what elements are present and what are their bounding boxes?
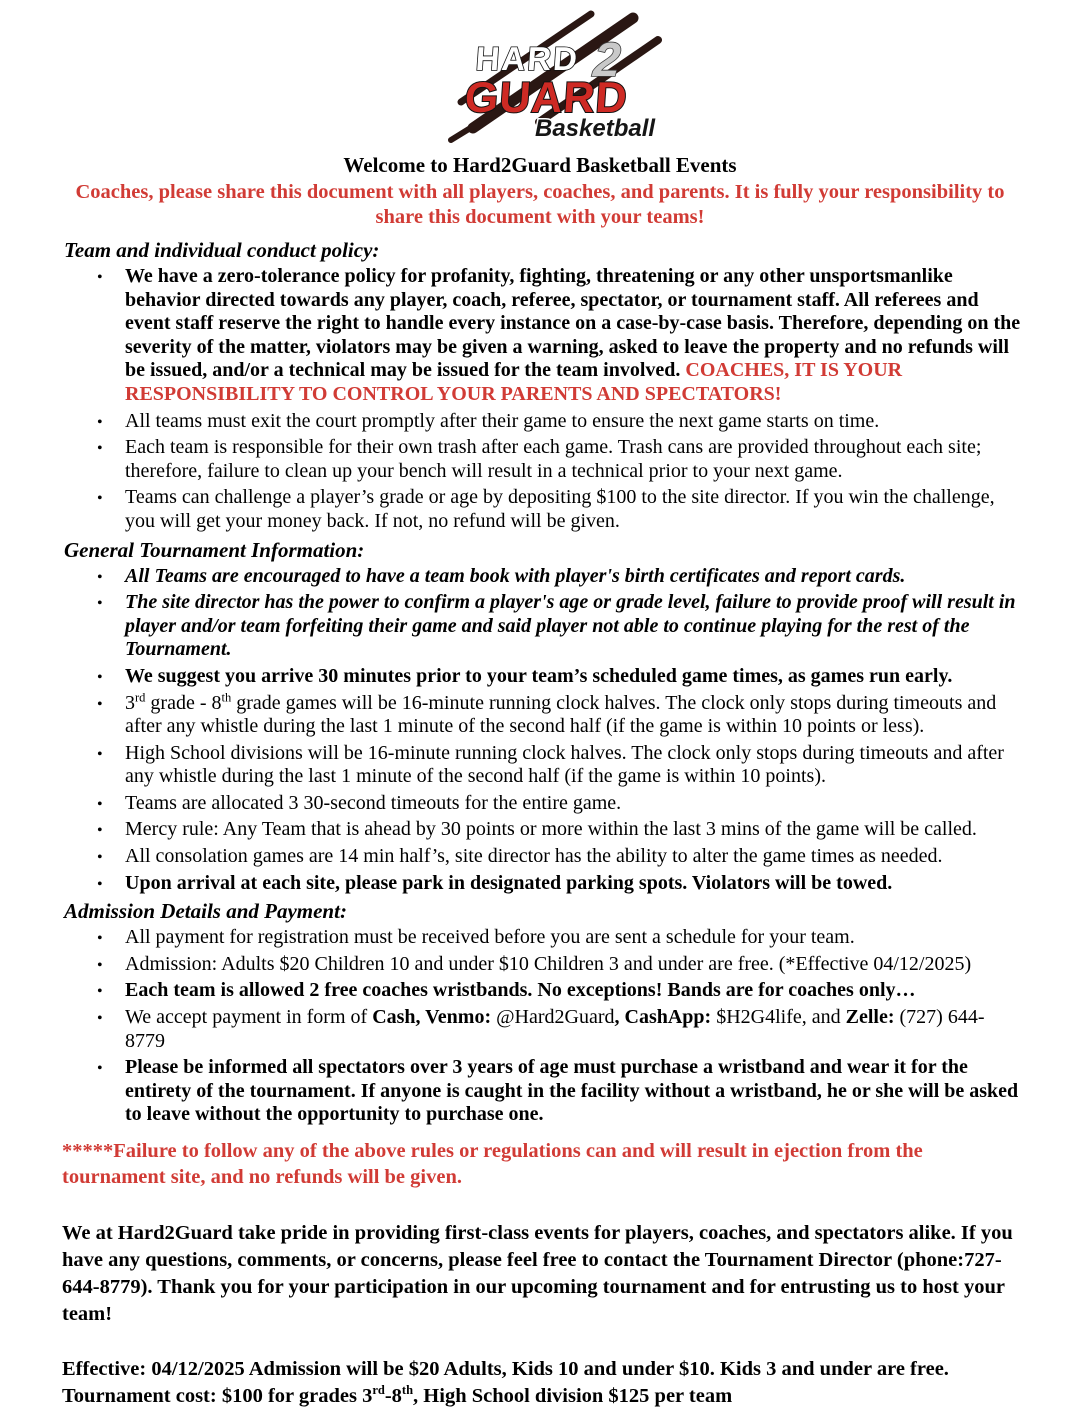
- logo-script-basketball: Basketball: [535, 115, 656, 142]
- list-item: [64, 1006, 1022, 1053]
- text-run: We have a zero-tolerance policy for profanity, fighting, threatening or any other unsportsmanlike behavior directed towards any player, coach, referee, spectator, or tournament staff. All referees and event staff reserve the right to handle every instance on a case-by-case basis. Therefore, depending on the severity of the matter, violators may be given a warning, asked to leave the property and no refunds will be issued, and/or a technical may be issued for the team involved.: [125, 265, 1021, 382]
- pricing-block: [62, 1356, 1022, 1410]
- list-item: [64, 410, 1022, 434]
- section-heading: Team and individual conduct policy:: [64, 238, 380, 262]
- text-run: ,: [614, 1006, 625, 1029]
- text-run: CashApp:: [624, 1006, 712, 1029]
- list-item: [64, 953, 1022, 977]
- text-run: We suggest you arrive 30 minutes prior to your team’s scheduled game times, as games run early.: [125, 664, 953, 687]
- text-run: The site director has the power to confirm a player's age or grade level, failure to provide proof will result in player and/or team forfeiting their game and said player not able to continue playing for the rest of the Tournament.: [125, 591, 1016, 661]
- text-run: -8: [384, 1385, 402, 1407]
- text-run: We accept payment in form of: [125, 1006, 373, 1029]
- text-run: th: [221, 689, 232, 704]
- sections: [0, 230, 1080, 1127]
- text-run: All teams must exit the court promptly after their game to ensure the next game starts on time.: [125, 409, 880, 432]
- logo-text-hard: HARD: [474, 41, 581, 78]
- list-item: [64, 792, 1022, 816]
- list-item: [64, 689, 1022, 739]
- hard2guard-logo: [415, 12, 665, 146]
- basketball-logo-icon: [415, 12, 665, 146]
- list-item: [64, 742, 1022, 789]
- list-item: [64, 436, 1022, 483]
- text-run: Upon arrival at each site, please park in designated parking spots. Violators will be towed.: [125, 871, 893, 894]
- page-title: Welcome to Hard2Guard Basketball Events: [343, 153, 737, 177]
- text-run: All consolation games are 14 min half’s, site director has the ability to alter the game times as needed.: [125, 845, 943, 868]
- text-run: rd: [372, 1383, 385, 1398]
- list-item: [64, 872, 1022, 896]
- text-run: rd: [135, 689, 146, 704]
- warning-wrap: [0, 1130, 1080, 1410]
- text-run: grade games will be 16-minute running clock halves. The clock only stops during timeouts and after any whistle during the last 1 minute of the second half (if the game is within 10 points or less).: [125, 691, 997, 738]
- text-run: Each team is allowed 2 free coaches wristbands. No exceptions! Bands are for coaches only…: [125, 979, 916, 1002]
- text-run: Effective: 04/12/2025 Admission will be $20 Adults, Kids 10 and under $10. Kids 3 and under are free.: [62, 1358, 949, 1380]
- section-heading: General Tournament Information:: [64, 537, 365, 562]
- list-item: [64, 1056, 1022, 1127]
- text-run: Admission: Adults $20 Children 10 and under $10 Children 3 and under are free. (*Effective 04/12/2025): [125, 952, 972, 975]
- logo-text-two: 2: [591, 34, 623, 87]
- bullet-list: [64, 265, 1022, 534]
- text-run: 3: [125, 691, 135, 714]
- coaches-notice: Coaches, please share this document with all players, coaches, and parents. It is fully your responsibility to share this document with your teams!: [75, 181, 1005, 228]
- text-run: All Teams are encouraged to have a team book with player's birth certificates and report cards.: [125, 564, 906, 587]
- text-run: grade - 8: [145, 691, 222, 714]
- effective-line: [62, 1356, 1022, 1383]
- text-run: $H2G4life, and: [711, 1006, 846, 1029]
- text-run: Mercy rule: Any Team that is ahead by 30 points or more within the last 3 mins of the game will be called.: [125, 818, 977, 841]
- text-run: Tournament cost: $100 for grades 3: [62, 1385, 373, 1407]
- bullet-list: [64, 565, 1022, 896]
- text-run: Cash, Venmo:: [372, 1006, 492, 1029]
- text-run: (727) 644-8779: [125, 1006, 985, 1052]
- list-item: [64, 845, 1022, 869]
- list-item: [64, 265, 1022, 407]
- text-run: th: [401, 1383, 414, 1398]
- ejection-warning: *****Failure to follow any of the above rules or regulations can and will result in ejection from the tournament site, and no refunds will be given.: [62, 1140, 923, 1188]
- logo-text-guard: GUARD: [463, 74, 630, 122]
- text-run: Teams are allocated 3 30-second timeouts for the entire game.: [125, 791, 622, 814]
- tournament-cost-line: [62, 1383, 1022, 1410]
- document-page: [0, 12, 1080, 1407]
- list-item: [64, 565, 1022, 589]
- text-run: Zelle:: [845, 1006, 895, 1029]
- list-item: [64, 979, 1022, 1003]
- text-run: Please be informed all spectators over 3 years of age must purchase a wristband and wear it for the entirety of the tournament. If anyone is caught in the facility without a wristband, he or she will be asked to leave without the opportunity to purchase one.: [125, 1056, 1019, 1126]
- text-run: All payment for registration must be received before you are sent a schedule for your team.: [125, 926, 855, 949]
- text-run: Teams can challenge a player’s grade or age by depositing $100 to the site director. If you win the challenge, you will get your money back. If not, no refund will be given.: [125, 486, 995, 532]
- text-run: COACHES, IT IS YOUR RESPONSIBILITY TO CONTROL YOUR PARENTS AND SPECTATORS!: [125, 359, 903, 405]
- text-run: @Hard2Guard: [491, 1006, 615, 1029]
- list-item: [64, 926, 1022, 950]
- text-run: Each team is responsible for their own trash after each game. Trash cans are provided throughout each site; therefore, failure to clean up your bench will result in a technical prior to your next game.: [125, 436, 982, 482]
- list-item: [64, 486, 1022, 533]
- bullet-list: [64, 926, 1022, 1127]
- list-item: [64, 591, 1022, 662]
- text-run: , High School division $125 per team: [413, 1385, 733, 1407]
- list-item: [64, 818, 1022, 842]
- list-item: [64, 665, 1022, 689]
- closing-paragraph: We at Hard2Guard take pride in providing first-class events for players, coaches, and spectators alike. If you have any questions, comments, or concerns, please feel free to contact the Tournament Director (phone:727-644-8779). Thank you for your participation in our upcoming tournament and for entrusting us to host your team!: [62, 1222, 1013, 1325]
- text-run: High School divisions will be 16-minute running clock halves. The clock only stops during timeouts and after any whistle during the last 1 minute of the second half (if the game is within 10 points).: [125, 741, 1004, 788]
- section-heading: Admission Details and Payment:: [64, 899, 347, 924]
